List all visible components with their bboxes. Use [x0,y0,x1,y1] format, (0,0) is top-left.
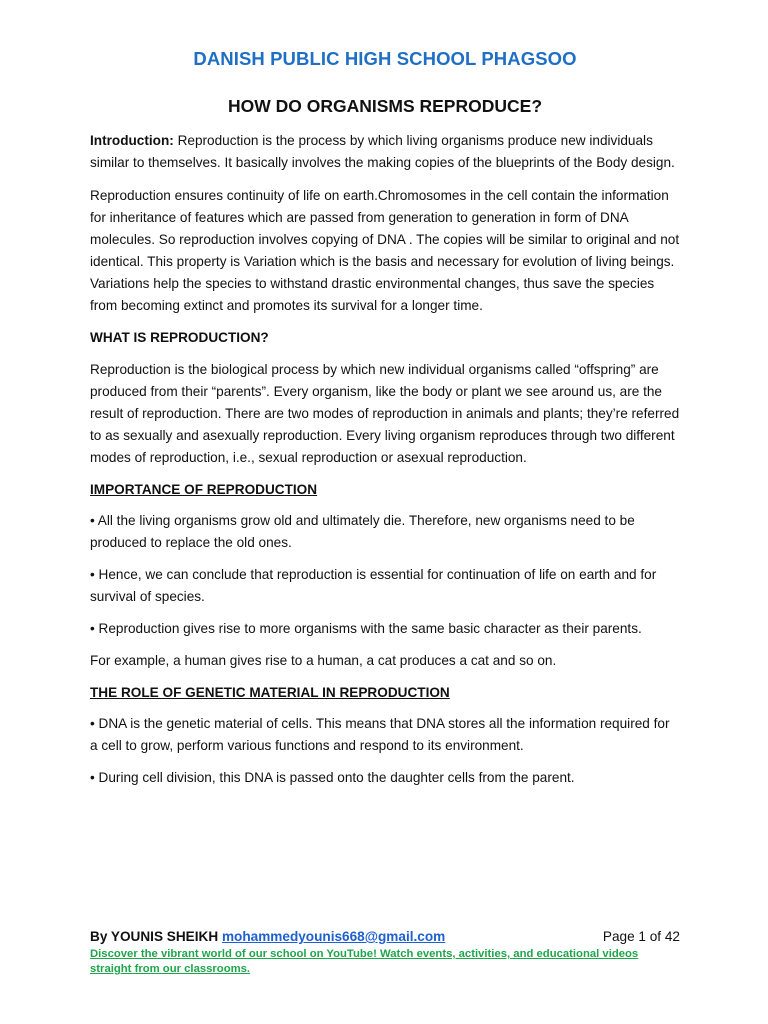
continuity-paragraph: Reproduction ensures continuity of life on earth.Chromosomes in the cell contain the information for inheritance of features which are passed from generation to generation in form of DNA molecules. So reproduction involves copying of DNA . The copies will be similar to original and not identical. This property is Variation which is the basis and necessary for evolution of living beings. Variations help the species to withstand drastic environmental changes, thus save the species from becoming extinct and promotes its survival for a longer time. [90,188,680,313]
genetic-material-heading: THE ROLE OF GENETIC MATERIAL IN REPRODUCTION [90,685,450,700]
importance-bullet: • Hence, we can conclude that reproduction is essential for continuation of life on earth and for survival of species. [90,567,657,604]
what-is-reproduction-heading: WHAT IS REPRODUCTION? [90,330,269,345]
page-footer [90,927,680,977]
genetic-bullet: • DNA is the genetic material of cells. This means that DNA stores all the information required for a cell to grow, perform various functions and respond to its environment. [90,716,670,753]
document-title: HOW DO ORGANISMS REPRODUCE? [227,96,543,116]
introduction-text: Reproduction is the process by which living organisms produce new individuals similar to themselves. It basically involves the making copies of the blueprints of the Body design. [90,133,675,170]
page-content [90,46,680,789]
footer-credit [90,927,445,947]
introduction-label: Introduction: [90,133,174,148]
importance-bullet: • Reproduction gives rise to more organisms with the same basic character as their parents. [90,621,642,636]
importance-bullet: • All the living organisms grow old and ultimately die. Therefore, new organisms need to be produced to replace the old ones. [90,513,635,550]
page-number: Page 1 of 42 [602,929,680,944]
example-paragraph: For example, a human gives rise to a human, a cat produces a cat and so on. [90,653,557,668]
youtube-link[interactable]: Discover the vibrant world of our school on YouTube! Watch events, activities, and educational videos straight from our classrooms. [90,948,639,975]
what-is-reproduction-paragraph: Reproduction is the biological process by which new individual organisms called “offspring” are produced from their “parents”. Every organism, like the body or plant we see around us, are the result of reproduction. There are two modes of reproduction in animals and plants; they’re referred to as sexually and asexually reproduction. Every living organism reproduces through two different modes of reproduction, i.e., sexual reproduction or asexual reproduction. [90,362,680,465]
email-link[interactable]: mohammedyounis668@gmail.com [221,929,446,944]
footer-row [90,927,680,947]
school-title: DANISH PUBLIC HIGH SCHOOL PHAGSOO [193,48,577,69]
author-name: By YOUNIS SHEIKH [90,929,222,944]
importance-heading: IMPORTANCE OF REPRODUCTION [90,482,318,497]
genetic-bullet: • During cell division, this DNA is passed onto the daughter cells from the parent. [90,770,575,785]
introduction-paragraph [90,130,680,174]
